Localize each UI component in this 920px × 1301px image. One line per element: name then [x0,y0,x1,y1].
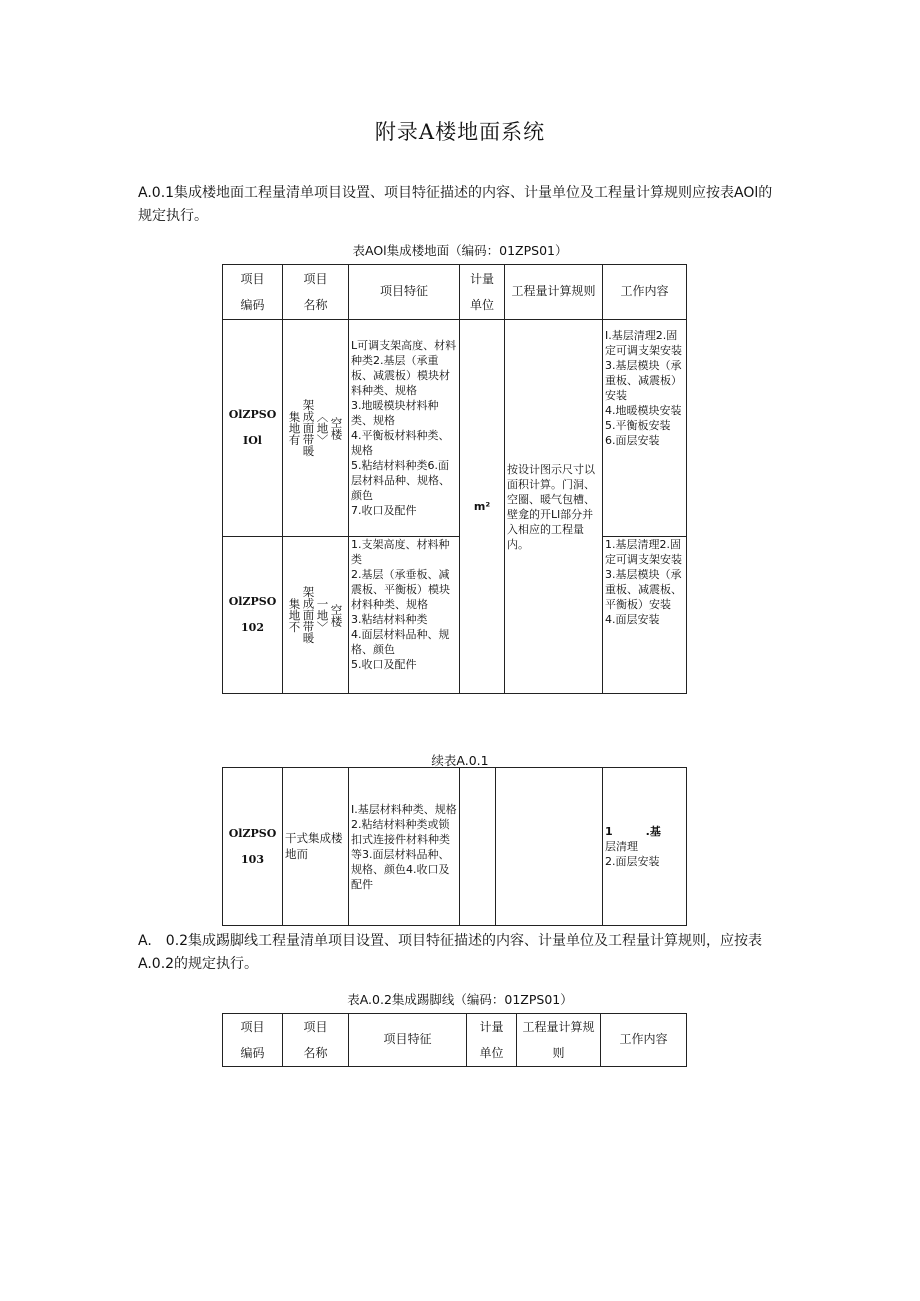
table-a02 [222,1013,687,1067]
header-rule: 工程量计算规则 [505,265,603,320]
table-row [223,768,687,926]
paragraph-a01: A.0.1集成楼地面工程量清单项目设置、项目特征描述的内容、计量单位及工程量计算规则应按表AOl的规定执行。 [138,185,773,224]
rule-cell: 按设计图示尺寸以面积计算。门洞、空圈、暖气包槽、壁龛的开Ll部分并入相应的工程量内。 [505,320,603,694]
header-unit: 计量 单位 [467,1014,517,1067]
item-work [603,768,687,926]
item-code: OlZPSO 102 [223,537,283,694]
table-a01-continued [222,767,687,926]
item-feature: L可调支架高度、材料种类2.基层（承重板、减震板）模块材料种类、规格 3.地暖模块材料种类、规格 4.平衡板材料种类、规格 5.粘结材料种类6.面层材料品种、规格、颜色 7.收口及配件 [349,320,460,537]
header-name: 项目 名称 [283,265,349,320]
item-feature: 1.支架高度、材料种类 2.基层（承垂板、减震板、平衡板）模块材料种类、规格 3.粘结材料种类 4.面层材料品种、规格、颜色 5.收口及配件 [349,537,460,694]
table-a01 [222,264,687,694]
header-feature: 项目特征 [349,1014,467,1067]
table1-cont-caption: 续表A.0.1 [431,753,489,768]
item-work: I.基层清理2.固定可调支架安装3.基层模块（承重板、减震板）安装 4.地暖模块安装 5.平衡板安装 6.面层安装 [603,320,687,537]
table-row [223,320,687,537]
item-name: 干式集成楼地而 [283,768,349,926]
item-feature: I.基层材料种类、规格2.粘结材料种类或锁扣式连接件材料种类等3.面层材料品种、规格、颜色4.收口及配件 [349,768,460,926]
item-code: OlZPSO 103 [223,768,283,926]
header-work: 工作内容 [603,265,687,320]
unit-cell [460,320,505,694]
rule-cell-empty [496,768,603,926]
item-work-line1: 1 .基 [605,825,661,838]
paragraph-a02: A. 0.2集成踢脚线工程量清单项目设置、项目特征描述的内容、计量单位及工程量计算规则，应按表A.0.2的规定执行。 [138,933,763,972]
table1-caption: 表AOl集成楼地面（编码：01ZPS01） [352,243,568,258]
header-name: 项目 名称 [283,1014,349,1067]
item-name: 空楼 〈地〉 架成面带暖 集地有 [287,399,344,457]
unit-cell-empty [460,768,496,926]
page-title: 附录A楼地面系统 [374,120,546,144]
table1-header-row [223,265,687,320]
unit-value: m² [473,499,491,513]
header-rule: 工程量计算规 则 [517,1014,601,1067]
table2-header-row [223,1014,687,1067]
header-unit: 计量 单位 [460,265,505,320]
header-code: 项目 编码 [223,1014,283,1067]
header-code: 项目 编码 [223,265,283,320]
header-feature: 项目特征 [349,265,460,320]
item-work-line2: 层清理 2.面层安装 [605,840,660,868]
item-work: 1.基层清理2.固定可调支架安装 3.基层模块（承重板、减震板、平衡板）安装 4.面层安装 [603,537,687,694]
table2-caption: 表A.0.2集成踢脚线（编码：01ZPS01） [347,992,573,1007]
item-code: OlZPSO IOl [223,320,283,537]
item-name: 空楼 一地〉 架成面带暖 集地不 [287,586,344,644]
table-row [223,537,687,694]
header-work: 工作内容 [601,1014,687,1067]
